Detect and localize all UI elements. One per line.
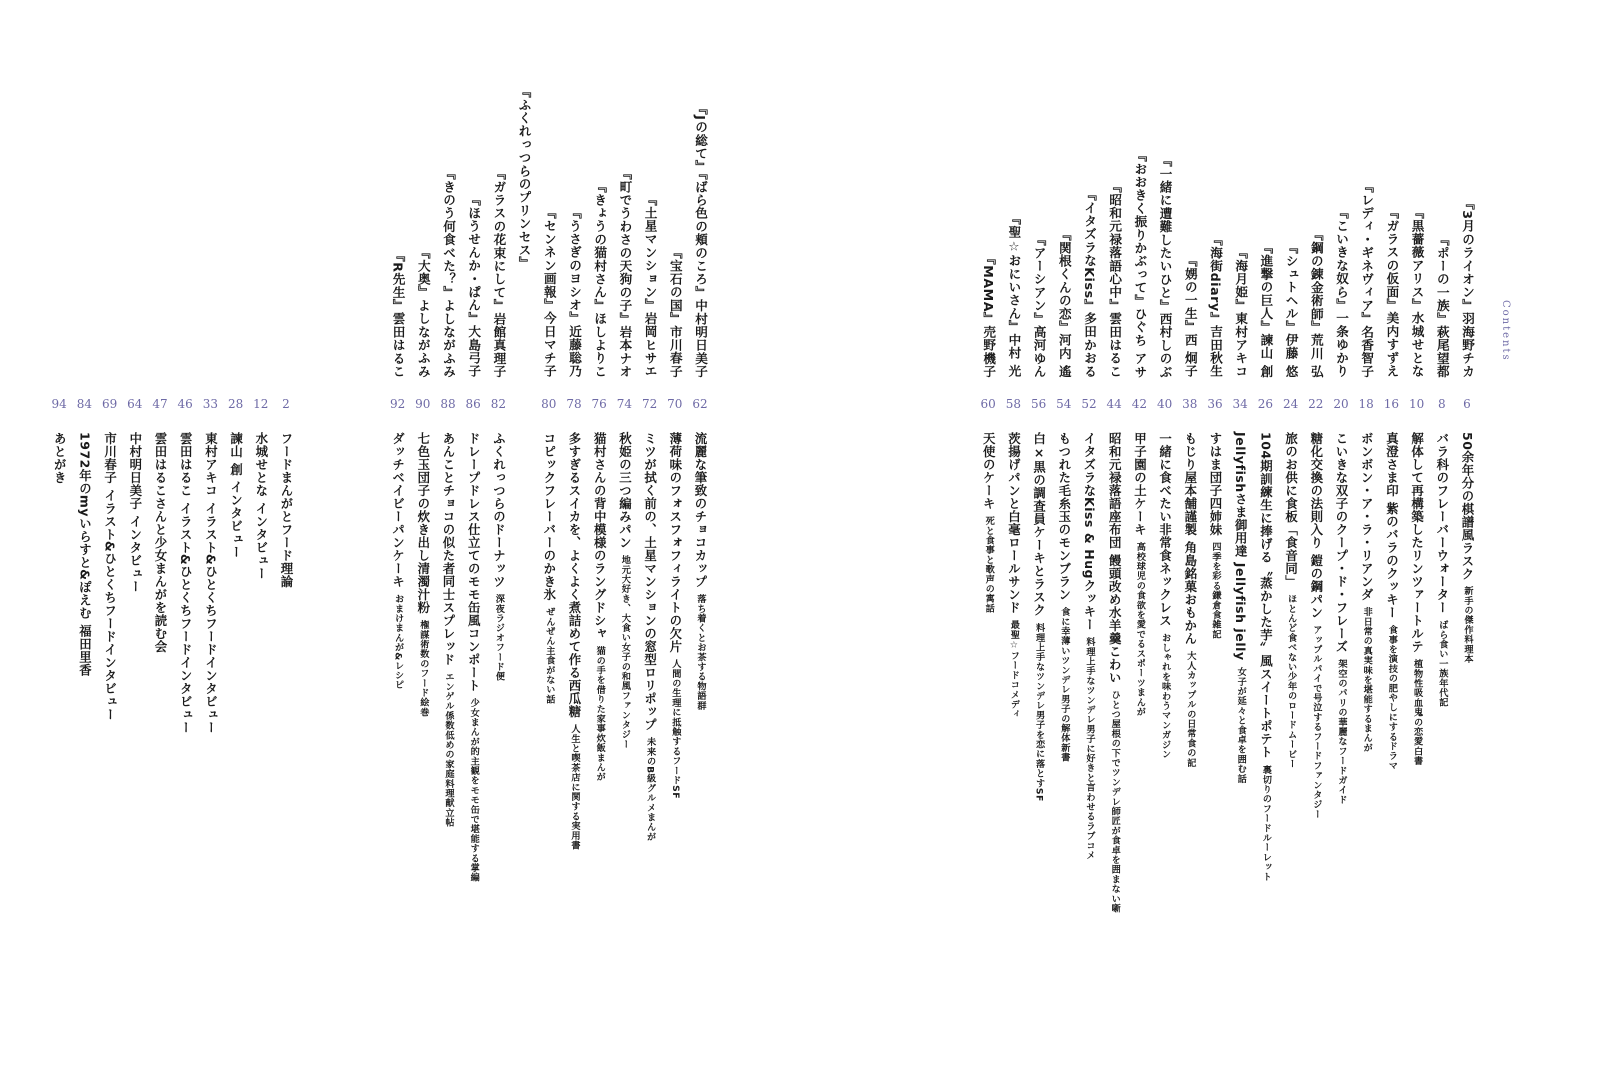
toc-title: 『進撃の巨人』諫山 創 xyxy=(1258,241,1274,378)
toc-page-number: 33 xyxy=(202,397,219,411)
dish-name: 天使のケーキ xyxy=(981,432,997,510)
dish-caption: ぜんぜん主食がない話 xyxy=(543,607,555,704)
toc-description xyxy=(1182,432,1198,767)
toc-page-number: 10 xyxy=(1408,397,1425,411)
dish-caption: 深夜ラジオフード便 xyxy=(493,594,505,682)
dish-caption: おしゃれを味わうマンガジン xyxy=(1159,633,1171,760)
dish-name: 茨揚げパンと白毫ロールサンド xyxy=(1006,432,1022,614)
toc-description xyxy=(1459,432,1475,664)
dish-name: 市川春子 イラスト&ひとくちフードインタビュー xyxy=(102,432,118,722)
dish-name: 旅のお供に食板「食音同」 xyxy=(1283,432,1299,588)
toc-title: 『土星マンション』岩岡ヒサエ xyxy=(642,193,658,378)
toc-page-number: 24 xyxy=(1282,397,1299,411)
dish-name: バラ科のフレーバーウォーター xyxy=(1434,432,1450,614)
dish-name: あんことチョコの似た者同士スプレッド xyxy=(441,432,456,666)
toc-page-number: 52 xyxy=(1081,397,1097,411)
dish-caption: 料理上手なツンデレ男子を恋に落とすSF xyxy=(1033,622,1045,802)
dish-caption: 裏切りのフードルーレット xyxy=(1260,764,1272,882)
toc-description xyxy=(490,432,506,681)
dish-name: あとがき xyxy=(52,432,68,484)
dish-caption: 未来のB級グルメまんが xyxy=(644,737,656,842)
toc-title: 『きのう何食べた？』よしながふみ xyxy=(441,166,456,378)
toc-page-number: 72 xyxy=(641,397,658,411)
toc-description xyxy=(1131,432,1147,717)
toc-page-number: 92 xyxy=(389,397,406,411)
dish-name: もじり屋本舗謹製 角島銘菓おもかん xyxy=(1182,432,1198,645)
dish-name: 東村アキコ イラスト&ひとくちフードインタビュー xyxy=(203,432,219,735)
toc-description xyxy=(1031,432,1047,801)
toc-page-number: 64 xyxy=(127,397,143,411)
toc-description xyxy=(591,432,607,782)
toc-description xyxy=(1383,432,1399,770)
dish-name: コピックフレーバーのかき氷 xyxy=(541,432,557,601)
dish-name: 中村明日美子 インタビュー xyxy=(127,432,143,593)
toc-description xyxy=(1308,432,1324,819)
dish-caption: 料理上手なツンデレ男子に好きと言わせるラブコメ xyxy=(1084,637,1095,861)
toc-title: 『シュトヘル』伊藤 悠 xyxy=(1283,241,1299,378)
toc-title: 『海街diary』吉田秋生 xyxy=(1208,233,1223,378)
dish-name: 1972年のmyいらすと&ぽえむ 福田里香 xyxy=(77,432,93,677)
toc-description xyxy=(465,432,481,882)
dish-caption: 植物性吸血鬼の恋愛白書 xyxy=(1411,659,1423,766)
toc-title: 『黒薔薇アリス』水城せとな xyxy=(1409,206,1425,378)
toc-description xyxy=(1056,432,1072,762)
dish-caption: 地元大好き、大食い女子の和風ファンタジー xyxy=(619,555,631,749)
toc-page-number: 22 xyxy=(1308,397,1324,411)
toc-description xyxy=(1434,432,1450,707)
toc-title: 『宝石の国』市川春子 xyxy=(667,246,683,378)
toc-extra-description xyxy=(51,432,67,484)
toc-page-number: 74 xyxy=(616,397,633,411)
dish-name: 白×黒の調査員ケーキとラスク xyxy=(1031,432,1047,617)
toc-description xyxy=(642,432,658,842)
toc-title: 『Jの総て』『ばら色の頬のころ』中村明日美子 xyxy=(693,101,708,378)
toc-description xyxy=(1005,432,1021,719)
toc-page-number: 88 xyxy=(440,397,456,411)
dish-name: 七色玉団子の炊き出し清濁汁粉 xyxy=(415,432,431,614)
toc-page-number: 70 xyxy=(667,397,683,411)
toc-description xyxy=(1081,432,1097,860)
toc-title: 『3月のライオン』羽海野チカ xyxy=(1460,197,1475,378)
dish-caption: 権謀術数のフード絵巻 xyxy=(417,620,429,717)
dish-name: 猫村さんの背中模様のラングドシャ xyxy=(592,432,608,640)
dish-name: 真澄さま印 紫のバラのクッキー xyxy=(1384,432,1400,619)
toc-extra-description xyxy=(76,432,92,676)
dish-name: ドレープドレス仕立てのモモ缶風コンポート xyxy=(466,432,482,692)
toc-title: 『レディ・ギネヴィア』名香智子 xyxy=(1359,180,1375,378)
toc-description xyxy=(541,432,557,704)
toc-description xyxy=(1157,432,1173,759)
dish-name: こいきな双子のクープ・ド・フレーズ xyxy=(1334,432,1349,653)
toc-extra-description xyxy=(202,432,218,734)
toc-title: 『うさぎのヨシオ』近藤聡乃 xyxy=(567,206,582,378)
toc-description xyxy=(440,432,456,827)
toc-extra-description xyxy=(228,432,244,559)
toc-title: 『センネン画報』今日マチ子 xyxy=(541,206,557,378)
toc-extra-description xyxy=(127,432,143,593)
dish-name: ボンボン・ア・ラ・リアンダ xyxy=(1359,432,1375,601)
toc-page-number: 6 xyxy=(1463,397,1471,411)
dish-name: 糖化交換の法則入り 鎧の鋼パン xyxy=(1308,432,1324,619)
dish-caption: 死と食事と歌声の寓話 xyxy=(983,516,995,613)
dish-caption: 最聖☆フードコメディ xyxy=(1008,620,1020,719)
dish-name: もつれた毛糸玉のモンブラン xyxy=(1056,432,1072,601)
dish-caption: ばら食い一族年代記 xyxy=(1436,620,1448,708)
dish-caption: 架空のパリの華麗なフードガイド xyxy=(1336,659,1347,805)
toc-page-number: 38 xyxy=(1182,397,1198,411)
toc-extra-description xyxy=(102,432,118,721)
dish-caption: 人生と喫茶店に関する実用書 xyxy=(569,724,580,851)
dish-name: 諫山 創 インタビュー xyxy=(228,432,244,559)
toc-page-number: 2 xyxy=(282,397,290,411)
toc-title: 『おおきく振りかぶって』ひぐち アサ xyxy=(1132,148,1148,378)
toc-title: 『関根くんの恋』河内 遙 xyxy=(1056,227,1072,378)
dish-caption: 高校球児の食欲を愛でるスポーツまんが xyxy=(1134,542,1146,717)
dish-name: 甲子園の土ケーキ xyxy=(1132,432,1148,536)
dish-name: 一緒に食べたい非常食ネックレス xyxy=(1157,432,1173,627)
toc-description xyxy=(566,432,582,850)
toc-page-number: 16 xyxy=(1383,397,1400,411)
toc-page-number: 58 xyxy=(1005,397,1022,411)
toc-title: 『ふくれっつらのプリンセス』 xyxy=(516,85,532,270)
toc-title: 『R先生』雲田はるこ xyxy=(390,248,406,378)
toc-page-number: 82 xyxy=(490,397,507,411)
toc-title: 『きょうの猫村さん』ほしよりこ xyxy=(592,180,608,378)
dish-name: ミツが拭く前の、土星マンションの窓型ロリポップ xyxy=(642,432,658,731)
dish-name: 解体して再構築したリンツァートルテ xyxy=(1409,432,1425,653)
toc-page-number: 60 xyxy=(980,397,996,411)
toc-page-number: 26 xyxy=(1257,397,1274,411)
toc-extra-description xyxy=(177,432,193,734)
toc-page-number: 34 xyxy=(1232,397,1248,411)
dish-name: 薄荷味のフォスフォフィライトの欠片 xyxy=(667,432,683,653)
toc-page-number: 20 xyxy=(1333,397,1349,411)
dish-caption: 四季を彩る鎌倉食雑記 xyxy=(1210,542,1221,639)
dish-caption: アップルパイで号泣するフードファンタジー xyxy=(1310,624,1322,819)
dish-caption: 女子が延々と食卓を囲む話 xyxy=(1235,666,1247,784)
toc-page-number: 86 xyxy=(465,397,481,411)
toc-description xyxy=(1207,432,1223,639)
toc-page-number: 40 xyxy=(1156,397,1173,411)
dish-name: 水城せとな インタビュー xyxy=(253,432,269,580)
toc-page-number: 94 xyxy=(51,397,67,411)
dish-name: 104期訓練生に捧げる〝蒸かした芋〟風スイートポテト xyxy=(1258,432,1274,759)
toc-description xyxy=(1106,432,1122,913)
toc-title: 『ガラスの花束にして』岩館真理子 xyxy=(491,166,507,378)
dish-name: すはま団子四姉妹 xyxy=(1208,432,1223,536)
toc-title: 『ガラスの仮面』美内すずえ xyxy=(1384,206,1400,378)
toc-page-number: 18 xyxy=(1358,397,1374,411)
dish-caption: 大人カップルの日常食の記 xyxy=(1184,650,1196,768)
toc-description xyxy=(667,432,683,799)
toc-page-number: 69 xyxy=(101,397,118,411)
toc-page-number: 44 xyxy=(1106,397,1122,411)
dish-name: 雲田はるこさんと少女まんがを読む会 xyxy=(153,432,168,653)
dish-name: イタズラなKiss & Hugクッキー xyxy=(1082,432,1097,632)
toc-page-number: 84 xyxy=(76,397,93,411)
toc-title: 『MAMA』売野機子 xyxy=(981,251,997,378)
dish-caption: 食事を演技の肥やしにするドラマ xyxy=(1386,624,1398,771)
toc-page-number: 28 xyxy=(227,397,244,411)
dish-caption: おまけまんが&レシピ xyxy=(392,594,404,690)
toc-title: 『一緒に遭難したいひと』西村しのぶ xyxy=(1157,153,1173,378)
toc-description xyxy=(980,432,996,613)
dish-name: ダッチベイビーパンケーキ xyxy=(390,432,406,588)
dish-caption: 非日常の真実味を堪能するまんが xyxy=(1361,607,1373,753)
dish-caption: エンゲル係数低めの家庭料理献立帖 xyxy=(443,672,454,828)
toc-title: 『イタズラなKiss』多田かおる xyxy=(1082,188,1097,378)
toc-title: 『ポーの一族』萩尾望都 xyxy=(1434,232,1450,378)
dish-caption: 人間の生理に抵触するフードSF xyxy=(669,659,681,799)
dish-caption: 新手の傑作料理本 xyxy=(1462,586,1473,665)
toc-page-number: 42 xyxy=(1131,397,1148,411)
toc-extra-description xyxy=(253,432,269,580)
right-page xyxy=(800,0,1600,1079)
toc-title: 『ほうせんか・ぱん』大島弓子 xyxy=(466,193,482,378)
dish-name: フードまんがとフード理論 xyxy=(279,432,294,588)
toc-extra-description xyxy=(152,432,168,653)
dish-name: 多すぎるスイカを、よくよく煮詰めて作る西瓜糖 xyxy=(567,432,582,718)
toc-page-number: 8 xyxy=(1437,397,1446,411)
dish-caption: 食に幸薄いツンデレ男子の解体新書 xyxy=(1058,607,1070,763)
toc-page-number: 62 xyxy=(692,397,708,411)
toc-title: 『昭和元禄落語心中』雲田はるこ xyxy=(1107,180,1123,378)
toc-title: 『こいきな奴ら』一条ゆかり xyxy=(1334,206,1349,378)
dish-name: 秋姫の三つ編みパン xyxy=(617,432,633,549)
toc-title: 『聖☆おにいさん』中村 光 xyxy=(1006,212,1022,378)
toc-page-number: 56 xyxy=(1030,397,1047,411)
toc-page-number: 46 xyxy=(177,397,193,411)
toc-title: 『娚の一生』西 炯子 xyxy=(1182,254,1198,378)
dish-name: ふくれっつらのドーナッツ xyxy=(491,432,507,588)
toc-page-number: 78 xyxy=(566,397,582,411)
toc-description xyxy=(390,432,406,690)
toc-title: 『海月姫』東村アキコ xyxy=(1233,246,1249,378)
dish-name: 流麗な筆致のチョコカップ xyxy=(693,432,708,588)
toc-extra-description xyxy=(278,432,294,588)
toc-page-number: 76 xyxy=(591,397,607,411)
toc-description xyxy=(1257,432,1273,881)
toc-page-number: 47 xyxy=(152,397,168,411)
toc-title: 『町でうわさの天狗の子』岩本ナオ xyxy=(617,166,633,378)
dish-name: Jellyfishさま御用達 Jellyfish jelly xyxy=(1233,432,1249,661)
toc-page-number: 12 xyxy=(253,397,269,411)
toc-description xyxy=(1358,432,1374,753)
toc-title: 『大奥』よしながふみ xyxy=(415,246,431,378)
toc-description xyxy=(1283,432,1299,769)
dish-name: 雲田はるこ イラスト&ひとくちフードインタビュー xyxy=(178,432,194,735)
dish-name: 昭和元禄落語座布団 饅頭改め水羊羹こわい xyxy=(1107,432,1123,684)
toc-page-number: 54 xyxy=(1056,397,1072,411)
toc-page-number: 80 xyxy=(541,397,557,411)
toc-description xyxy=(415,432,431,717)
toc-page-number: 90 xyxy=(415,397,431,411)
toc-title: 『鋼の錬金術師』荒川 弘 xyxy=(1308,227,1324,378)
toc-description xyxy=(1232,432,1248,783)
dish-caption: 落ち着くとお茶する物語群 xyxy=(695,594,706,711)
toc-page-number: 36 xyxy=(1207,397,1223,411)
dish-caption: 猫の手を借りた家事炊飯まんが xyxy=(594,646,606,782)
contents-label: Contents xyxy=(1500,300,1511,362)
dish-caption: ひとつ屋根の下でツンデレ師匠が食卓を囲まない噺 xyxy=(1109,689,1121,914)
toc-description xyxy=(1409,432,1425,766)
toc-title: 『アーシアン』高河ゆん xyxy=(1031,232,1047,378)
toc-description xyxy=(692,432,708,710)
dish-caption: ほとんど食べない少年のロードムービー xyxy=(1285,594,1297,769)
toc-description xyxy=(616,432,632,749)
toc-description xyxy=(1333,432,1349,805)
dish-name: 50余年分の棋譜風ラスク xyxy=(1460,432,1475,581)
dish-caption: 少女まんが的主観をモモ缶で堪能する掌編 xyxy=(468,698,480,883)
